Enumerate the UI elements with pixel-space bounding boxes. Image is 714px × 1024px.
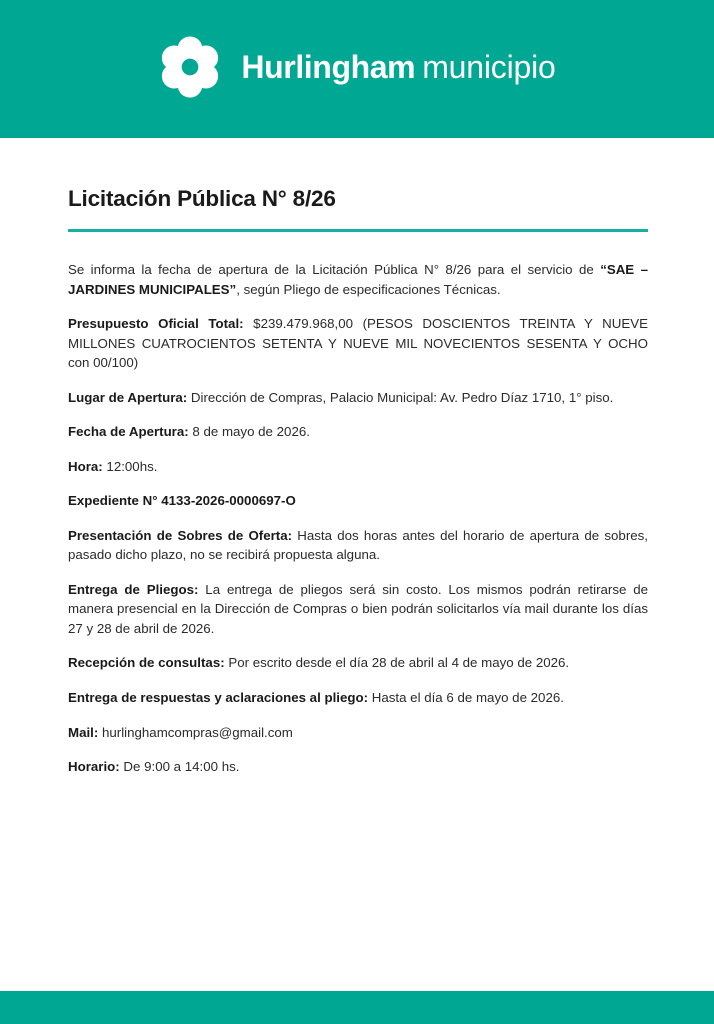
- label-horario: Horario:: [68, 759, 120, 775]
- label-entrega-respuestas: Entrega de respuestas y aclaraciones al pliego:: [68, 689, 369, 705]
- intro-emphasis: “SAE – JARDINES MUNICIPALES”: [68, 262, 648, 297]
- value-presupuesto: $239.479.968,00 (PESOS DOSCIENTOS TREINTA Y NUEVE MILLONES CUATROCIENTOS SETENTA Y NUEVE MIL NOVECIENTOS SESENTA Y OCHO con 00/100): [68, 316, 648, 371]
- paragraph-fecha-apertura: [68, 422, 648, 442]
- label-presentacion-sobres: Presentación de Sobres de Oferta:: [68, 527, 293, 543]
- title-divider: [68, 229, 648, 232]
- page-title: Licitación Pública N° 8/26: [68, 186, 336, 211]
- label-mail: Mail:: [68, 724, 99, 740]
- page-header: [0, 0, 714, 138]
- brand-lockup: [158, 35, 555, 99]
- paragraph-expediente: Expediente N° 4133-2026-0000697-O: [68, 493, 296, 509]
- intro-text-lead: Se informa la fecha de apertura de la Licitación Pública N° 8/26 para el servicio de: [68, 262, 601, 277]
- value-presentacion-sobres: Hasta dos horas antes del horario de apertura de sobres, pasado dicho plazo, no se recibirá propuesta alguna.: [68, 527, 648, 563]
- page-footer: [0, 991, 714, 1024]
- paragraph-presupuesto: [68, 314, 648, 373]
- label-entrega-pliegos: Entrega de Pliegos:: [68, 581, 199, 597]
- label-presupuesto: Presupuesto Oficial Total:: [68, 316, 244, 332]
- value-fecha-apertura: 8 de mayo de 2026.: [188, 424, 310, 440]
- intro-text-tail: , según Pliego de especificaciones Técnicas.: [236, 281, 501, 297]
- label-recepcion-consultas: Recepción de consultas:: [68, 655, 225, 671]
- value-hora: 12:00hs.: [102, 458, 158, 474]
- label-fecha-apertura: Fecha de Apertura:: [68, 424, 189, 440]
- label-lugar-apertura: Lugar de Apertura:: [68, 389, 188, 405]
- value-entrega-pliegos: La entrega de pliegos será sin costo. Los mismos podrán retirarse de manera presencial en la Dirección de Compras o bien podrán solicitarlos vía mail durante los días 27 y 28 de abril de 2026.: [68, 581, 648, 636]
- value-mail-address: hurlinghamcompras@gmail.com: [98, 724, 293, 740]
- value-recepcion-consultas: Por escrito desde el día 28 de abril al 4 de mayo de 2026.: [224, 655, 570, 671]
- value-horario: De 9:00 a 14:00 hs.: [119, 759, 240, 775]
- paragraph-horario: [68, 757, 648, 777]
- brand-name: Hurlingham: [241, 49, 416, 85]
- paragraph-intro: [68, 260, 648, 299]
- paragraph-entrega-pliegos: [68, 580, 648, 639]
- paragraph-entrega-respuestas: [68, 688, 648, 708]
- brand-wordmark: [241, 51, 555, 83]
- paragraph-mail: [68, 723, 648, 743]
- brand-subtitle: municipio: [422, 49, 556, 85]
- paragraph-presentacion-sobres: [68, 526, 648, 565]
- value-lugar-apertura: Dirección de Compras, Palacio Municipal: Av. Pedro Díaz 1710, 1° piso.: [187, 389, 614, 405]
- value-entrega-respuestas: Hasta el día 6 de mayo de 2026.: [368, 689, 564, 705]
- flower-daisy-icon: [158, 35, 222, 99]
- paragraph-hora: [68, 457, 648, 477]
- paragraph-lugar-apertura: [68, 388, 648, 408]
- label-hora: Hora:: [68, 458, 103, 474]
- document-sheet: [0, 138, 714, 991]
- document-body: [68, 260, 648, 777]
- paragraph-recepcion-consultas: [68, 653, 648, 673]
